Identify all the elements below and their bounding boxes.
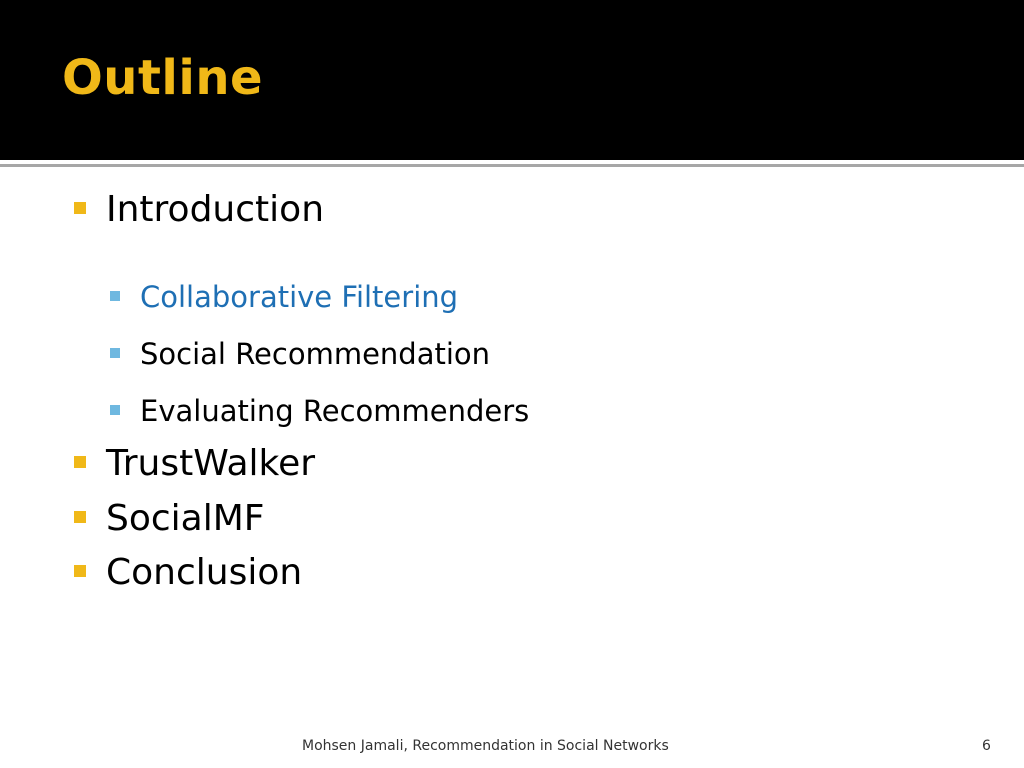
- bullet-text: Collaborative Filtering: [140, 280, 459, 314]
- bullet-item-collaborative-filtering: [110, 279, 458, 315]
- bullet-text: Social Recommendation: [140, 337, 491, 371]
- bullet-text: TrustWalker: [106, 443, 316, 484]
- square-bullet-icon: [74, 511, 86, 523]
- bullet-item-trustwalker: [74, 442, 315, 486]
- bullet-text: Evaluating Recommenders: [140, 394, 530, 428]
- bullet-item-social-recommendation: [110, 336, 490, 372]
- bullet-text: Conclusion: [106, 552, 303, 593]
- bullet-text: SocialMF: [106, 498, 265, 539]
- bullet-text: Introduction: [106, 189, 325, 230]
- bullet-item-introduction: [74, 188, 324, 232]
- small-square-bullet-icon: [110, 348, 120, 358]
- small-square-bullet-icon: [110, 405, 120, 415]
- bullet-item-conclusion: [74, 551, 302, 595]
- small-square-bullet-icon: [110, 291, 120, 301]
- slide-title: Outline: [62, 50, 264, 106]
- page-number: 6: [982, 738, 991, 754]
- slide-footer: Mohsen Jamali, Recommendation in Social Networks: [302, 738, 669, 754]
- square-bullet-icon: [74, 456, 86, 468]
- bullet-item-socialmf: [74, 497, 265, 541]
- bullet-item-evaluating-recommenders: [110, 393, 529, 429]
- square-bullet-icon: [74, 202, 86, 214]
- square-bullet-icon: [74, 565, 86, 577]
